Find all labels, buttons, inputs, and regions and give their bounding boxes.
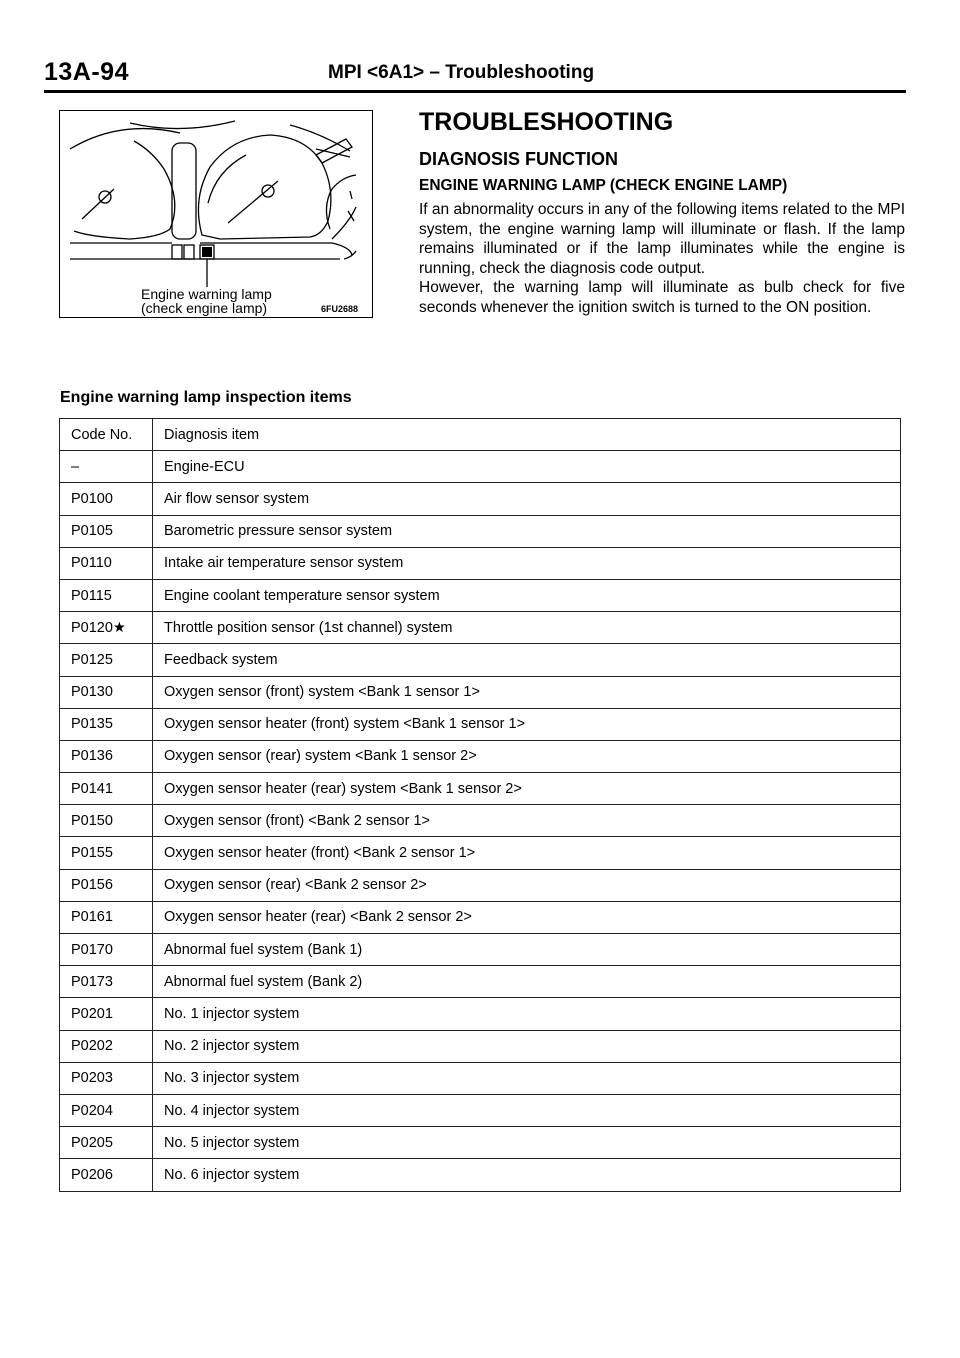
diagnosis-item-cell: No. 6 injector system bbox=[153, 1159, 901, 1191]
code-cell: P0105 bbox=[60, 515, 153, 547]
page-number: 13A-94 bbox=[44, 58, 129, 86]
code-cell: P0110 bbox=[60, 547, 153, 579]
figure-caption-line1: Engine warning lamp bbox=[141, 286, 272, 302]
code-cell: P0115 bbox=[60, 579, 153, 611]
diagnosis-item-cell: Oxygen sensor heater (front) <Bank 2 sensor 1> bbox=[153, 837, 901, 869]
code-cell: P0136 bbox=[60, 740, 153, 772]
paragraph-1: If an abnormality occurs in any of the following items related to the MPI system, the engine warning lamp will illuminate or flash. If the lamp remains illuminated or if the lamp illuminates while the engine is running, check the diagnosis code output. bbox=[419, 201, 905, 277]
table-row bbox=[60, 612, 901, 644]
subsection-heading: ENGINE WARNING LAMP (CHECK ENGINE LAMP) bbox=[419, 177, 788, 194]
table-row bbox=[60, 837, 901, 869]
diagnosis-item-cell: Oxygen sensor (front) system <Bank 1 sensor 1> bbox=[153, 676, 901, 708]
diagnosis-item-cell: Abnormal fuel system (Bank 2) bbox=[153, 966, 901, 998]
code-cell: P0201 bbox=[60, 998, 153, 1030]
figure-code: 6FU2688 bbox=[321, 304, 359, 314]
table-row bbox=[60, 1062, 901, 1094]
diagnosis-item-cell: No. 3 injector system bbox=[153, 1062, 901, 1094]
diagnosis-item-cell: Engine coolant temperature sensor system bbox=[153, 579, 901, 611]
section-title: MPI <6A1> – Troubleshooting bbox=[328, 62, 595, 83]
figure-caption-line2: (check engine lamp) bbox=[141, 300, 268, 316]
code-cell: P0156 bbox=[60, 869, 153, 901]
table-heading: Engine warning lamp inspection items bbox=[60, 389, 352, 406]
code-cell: P0161 bbox=[60, 901, 153, 933]
code-cell: P0204 bbox=[60, 1094, 153, 1126]
diagnosis-item-cell: Feedback system bbox=[153, 644, 901, 676]
diagnosis-item-cell: Engine-ECU bbox=[153, 451, 901, 483]
instrument-cluster-figure bbox=[59, 110, 373, 318]
diagnosis-item-cell: Oxygen sensor (rear) <Bank 2 sensor 2> bbox=[153, 869, 901, 901]
code-cell: P0205 bbox=[60, 1127, 153, 1159]
table-body bbox=[60, 419, 901, 1192]
code-cell: P0135 bbox=[60, 708, 153, 740]
code-cell: – bbox=[60, 451, 153, 483]
table-row bbox=[60, 708, 901, 740]
code-cell: P0206 bbox=[60, 1159, 153, 1191]
diagnosis-item-cell: Throttle position sensor (1st channel) system bbox=[153, 612, 901, 644]
diagnosis-item-cell: Oxygen sensor (rear) system <Bank 1 sensor 2> bbox=[153, 740, 901, 772]
code-cell: P0170 bbox=[60, 934, 153, 966]
table-row bbox=[60, 773, 901, 805]
diagnosis-item-cell: Abnormal fuel system (Bank 1) bbox=[153, 934, 901, 966]
table-row bbox=[60, 1159, 901, 1191]
table-row bbox=[60, 515, 901, 547]
code-cell: P0100 bbox=[60, 483, 153, 515]
figure-caption bbox=[141, 287, 272, 315]
code-cell: P0203 bbox=[60, 1062, 153, 1094]
table-row bbox=[60, 805, 901, 837]
table-row bbox=[60, 934, 901, 966]
table-row bbox=[60, 1094, 901, 1126]
diagnosis-item-cell: Oxygen sensor heater (rear) system <Bank 1 sensor 2> bbox=[153, 773, 901, 805]
subtitle: DIAGNOSIS FUNCTION bbox=[419, 149, 619, 169]
diagnosis-item-cell: Diagnosis item bbox=[153, 419, 901, 451]
table-row bbox=[60, 676, 901, 708]
code-cell: P0130 bbox=[60, 676, 153, 708]
code-cell: P0150 bbox=[60, 805, 153, 837]
code-cell: P0125 bbox=[60, 644, 153, 676]
table-row bbox=[60, 579, 901, 611]
code-cell: P0141 bbox=[60, 773, 153, 805]
code-cell: P0202 bbox=[60, 1030, 153, 1062]
code-cell: P0173 bbox=[60, 966, 153, 998]
table-row bbox=[60, 740, 901, 772]
table-row bbox=[60, 451, 901, 483]
code-cell: Code No. bbox=[60, 419, 153, 451]
inspection-items-table bbox=[59, 418, 901, 1192]
table-row bbox=[60, 1127, 901, 1159]
table-row bbox=[60, 966, 901, 998]
table-row bbox=[60, 547, 901, 579]
diagnosis-item-cell: No. 1 injector system bbox=[153, 998, 901, 1030]
code-cell: P0155 bbox=[60, 837, 153, 869]
diagnosis-item-cell: Air flow sensor system bbox=[153, 483, 901, 515]
page-title: TROUBLESHOOTING bbox=[419, 108, 674, 136]
diagnosis-item-cell: Oxygen sensor (front) <Bank 2 sensor 1> bbox=[153, 805, 901, 837]
table-row bbox=[60, 998, 901, 1030]
table-row bbox=[60, 1030, 901, 1062]
diagnosis-item-cell: Oxygen sensor heater (rear) <Bank 2 sensor 2> bbox=[153, 901, 901, 933]
page-header bbox=[44, 58, 906, 92]
code-cell: P0120★ bbox=[60, 612, 153, 644]
diagnosis-item-cell: Barometric pressure sensor system bbox=[153, 515, 901, 547]
diagnosis-item-cell: Intake air temperature sensor system bbox=[153, 547, 901, 579]
diagnosis-item-cell: No. 5 injector system bbox=[153, 1127, 901, 1159]
table-row bbox=[60, 869, 901, 901]
content-column bbox=[419, 108, 905, 317]
table-header-row bbox=[60, 419, 901, 451]
paragraph-2: However, the warning lamp will illuminate as bulb check for five seconds whenever the ignition switch is turned to the ON position. bbox=[419, 279, 905, 316]
table-row bbox=[60, 483, 901, 515]
diagnosis-item-cell: Oxygen sensor heater (front) system <Bank 1 sensor 1> bbox=[153, 708, 901, 740]
diagnosis-item-cell: No. 2 injector system bbox=[153, 1030, 901, 1062]
header-rule bbox=[44, 90, 906, 93]
table-row bbox=[60, 901, 901, 933]
table-row bbox=[60, 644, 901, 676]
diagnosis-item-cell: No. 4 injector system bbox=[153, 1094, 901, 1126]
